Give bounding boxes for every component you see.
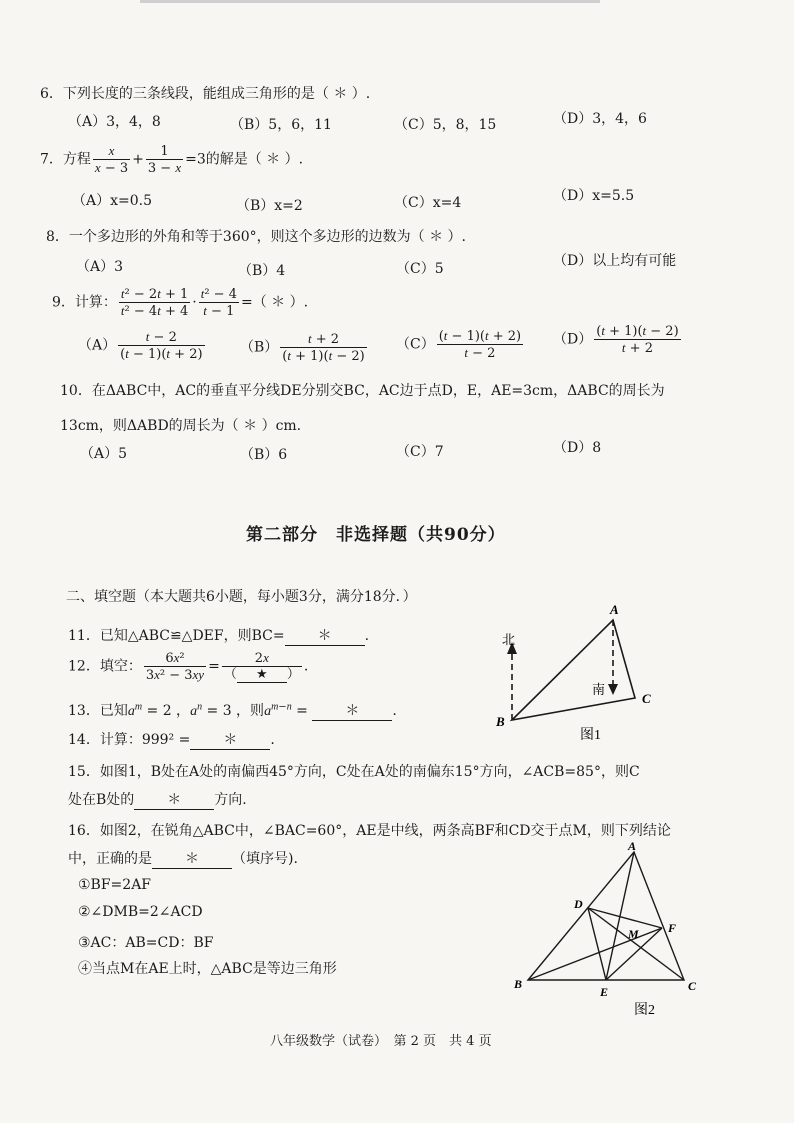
q7-option-a: （A）x=0.5 <box>72 193 153 209</box>
q6-option-a: （A）3，4，8 <box>68 114 161 130</box>
q8-option-b: （B）4 <box>238 263 286 279</box>
q16-line2 <box>68 848 298 869</box>
q8-option-d: （D）以上均有可能 <box>553 253 677 269</box>
q15-line2-start: 处在B处的 <box>68 792 135 808</box>
q14-answer-blank[interactable]: ＊ <box>190 729 270 750</box>
q10-line2: 13cm，则ΔABD的周长为（ ＊ ）cm. <box>60 418 302 434</box>
q16-line2-end: （填序号). <box>232 851 298 867</box>
page-footer: 八年级数学（试卷） 第 2 页 共 4 页 <box>270 1034 492 1049</box>
q8-option-c: （C）5 <box>396 261 444 277</box>
q9-option-c-fraction: $\frac{(t - 1)(t + 2)}{t - 2}$ <box>438 328 522 361</box>
q12: 12．填空： $\frac{\text{6x²}}{\text{3x² − 3xy}}$ = $\frac{2x}{( ★ )}$ . <box>68 650 309 683</box>
q12-prefix: 12．填空： <box>68 658 142 675</box>
figure-1-caption: 图1 <box>580 728 601 743</box>
q11-suffix: . <box>364 628 370 644</box>
q9-option-a <box>78 329 207 362</box>
q9-option-d <box>553 323 683 356</box>
q10-option-d: （D）8 <box>553 440 602 456</box>
q11-answer-blank[interactable]: ＊ <box>285 625 365 646</box>
scan-top-edge <box>140 0 600 3</box>
triangle-abc <box>512 620 635 720</box>
q6-stem: 6．下列长度的三条线段，能组成三角形的是（ ＊ ）. <box>40 86 371 102</box>
fig2-point-e: E <box>600 985 609 999</box>
q7-stem: 7．方程 $\frac{x}{x - 3}$ + $\frac{1}{3 - x}$ =3的解是（ ＊ ）. <box>40 143 304 176</box>
q16-line2-start: 中，正确的是 <box>68 851 152 867</box>
segment-df <box>588 908 662 928</box>
q9-fraction-1: $\frac{\text{t² − 2t + 1}}{\text{t² − 4t + 4}}$ <box>120 286 189 319</box>
q16-line1: 16．如图2，在锐角△ABC中，∠BAC=60°，AE是中线，两条高BF和CD交于点M，则下列结论 <box>68 823 671 839</box>
q15-line2-end: 方向. <box>214 792 247 808</box>
q12-fraction-left: $\frac{\text{6x²}}{\text{3x² − 3xy}}$ <box>145 650 205 683</box>
section-two-header: 二、填空题（本大题共6小题，每小题3分，满分18分．） <box>66 589 417 605</box>
q15-line1: 15．如图1，B处在A处的南偏西45°方向，C处在A处的南偏东15°方向，∠ACB=85°，则C <box>68 764 640 780</box>
fig2-point-m: M <box>628 927 639 941</box>
q9-prefix: 9．计算： <box>52 294 117 311</box>
q6-option-c: （C）5，8，15 <box>394 117 497 133</box>
q8-stem: 8．一个多边形的外角和等于360°，则这个多边形的边数为（ ＊ ）. <box>46 229 466 245</box>
q12-suffix: . <box>303 658 309 675</box>
q9-option-b-label: （B） <box>240 339 279 356</box>
q14 <box>68 729 275 750</box>
q10-option-c: （C）7 <box>396 444 444 460</box>
triangle-abc-2 <box>528 852 684 980</box>
q9-option-a-label: （A） <box>78 337 117 354</box>
q9-option-c-label: （C） <box>396 336 435 353</box>
south-arrow-head <box>608 684 618 695</box>
fig2-vertex-b: B <box>514 977 523 991</box>
q9-fraction-2: $\frac{\text{t² − 4}}{t - 1}$ <box>200 286 237 319</box>
q10-option-a: （A）5 <box>80 446 128 462</box>
q7-fraction-2: $\frac{1}{3 - x}$ <box>147 143 182 176</box>
fig1-vertex-c: C <box>642 691 651 706</box>
q7-suffix: =3的解是（ ＊ ）. <box>185 151 304 168</box>
q11 <box>68 625 369 646</box>
q6-option-b: （B）5，6，11 <box>230 117 332 133</box>
fig2-vertex-a: A <box>628 840 637 853</box>
q9-option-a-fraction: $\frac{t - 2}{(t - 1)(t + 2)}$ <box>120 329 203 362</box>
q7-option-b: （B）x=2 <box>236 198 303 214</box>
figure-2 <box>506 840 706 1020</box>
q9-stem: 9．计算： $\frac{\text{t² − 2t + 1}}{\text{t² − 4t + 4}}$ · $\frac{\text{t² − 4}}{t - 1}$ =（ ＊ ）. <box>52 286 309 319</box>
south-label: 南 <box>592 682 606 697</box>
fig2-point-d: D <box>574 897 583 911</box>
q16-item-3: ③AC：AB=CD：BF <box>78 935 214 951</box>
q13-suffix: . <box>392 703 397 719</box>
q6-option-d: （D）3，4，6 <box>553 111 647 127</box>
q13-prefix: 13．已知 <box>68 703 128 719</box>
q7-fraction-1: $\frac{x}{x - 3}$ <box>94 143 129 176</box>
q13: 13．已知$a^m = 2$ ，$a^n = 3$ ，则$a^{m-n}$ = ＊ . <box>68 701 397 719</box>
q13-answer-blank[interactable]: ＊ <box>312 700 392 721</box>
q9-suffix: =（ ＊ ）. <box>240 294 309 311</box>
north-label: 北 <box>502 632 516 647</box>
q9-option-c <box>396 328 525 361</box>
figure-1 <box>480 598 670 746</box>
q8-option-a: （A）3 <box>76 259 124 275</box>
fig2-point-f: F <box>668 921 677 935</box>
q7-prefix: 7．方程 <box>40 151 91 168</box>
q10-option-b: （B）6 <box>240 447 288 463</box>
q16-item-1: ①BF=2AF <box>78 877 152 893</box>
part-two-title: 第二部分 非选择题（共90分） <box>246 525 506 545</box>
figure-2-drawing <box>528 852 684 980</box>
q14-prefix: 14．计算：999² = <box>68 732 191 748</box>
q14-suffix: . <box>270 732 275 748</box>
fig1-vertex-a: A <box>610 602 619 617</box>
q9-option-b-fraction: $\frac{t + 2}{(t + 1)(t - 2)}$ <box>282 331 365 364</box>
q16-item-4: ④当点M在AE上时，△ABC是等边三角形 <box>78 961 337 977</box>
q10-line1: 10．在ΔABC中，AC的垂直平分线DE分别交BC，AC边于点D，E，AE=3cm，ΔABC的周长为 <box>60 383 665 399</box>
figure-2-caption: 图2 <box>634 1003 655 1018</box>
q9-option-d-label: （D） <box>553 331 593 348</box>
fig2-vertex-c: C <box>688 979 697 993</box>
q9-option-d-fraction: $\frac{(t + 1)(t - 2)}{t + 2}$ <box>596 323 679 356</box>
fig1-vertex-b: B <box>496 714 505 729</box>
q11-prefix: 11．已知△ABC≌△DEF，则BC= <box>68 628 285 644</box>
q7-option-c: （C）x=4 <box>394 195 462 211</box>
q9-option-b <box>240 331 369 364</box>
q12-answer-blank[interactable]: ★ <box>237 667 287 683</box>
q7-option-d: （D）x=5.5 <box>553 188 635 204</box>
q15-answer-blank[interactable]: ＊ <box>134 789 214 810</box>
q15-line2 <box>68 789 247 810</box>
figure-1-drawing <box>512 620 635 720</box>
q12-fraction-right: $\frac{2x}{( ★ )}$ <box>223 650 300 682</box>
q16-answer-blank[interactable]: ＊ <box>152 848 232 869</box>
q16-item-2: ②∠DMB=2∠ACD <box>78 904 203 920</box>
